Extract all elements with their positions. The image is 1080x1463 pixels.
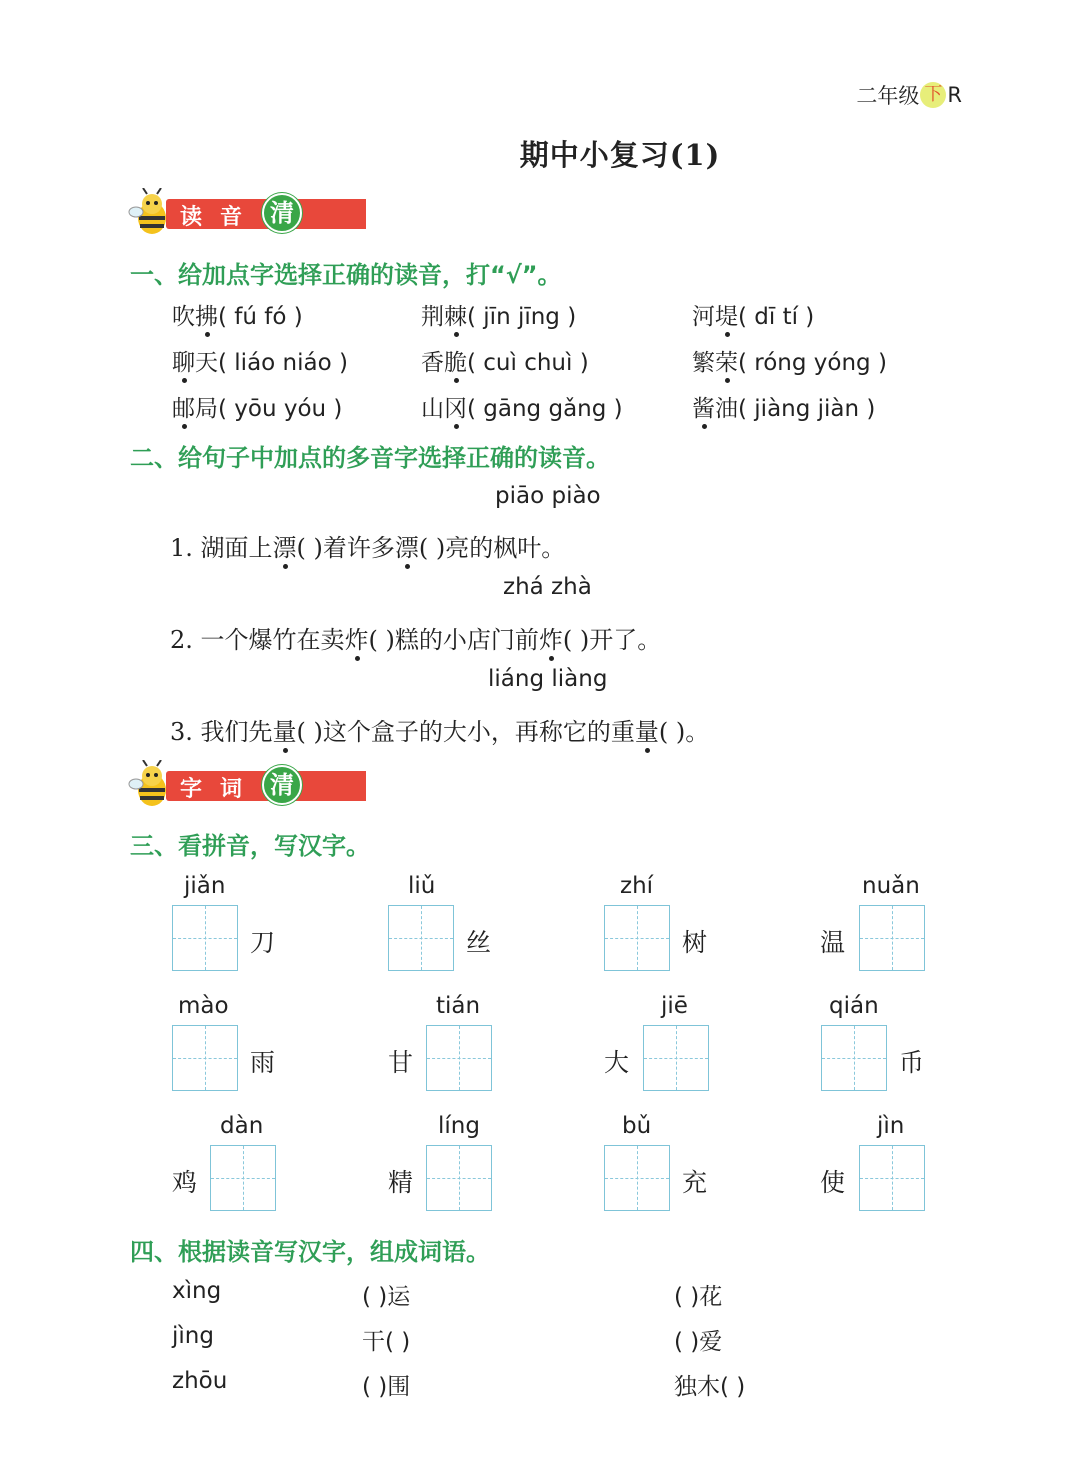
pinyin-options[interactable]: ( liáo niáo ) (218, 350, 348, 376)
page-title: 期中小复习(1) (519, 138, 721, 172)
word-character: 甘 (388, 1048, 414, 1077)
reading-item: 吹拂( fú fó ) (172, 298, 303, 331)
tianzige-box[interactable] (388, 905, 454, 971)
pinyin-label: bǔ (622, 1113, 652, 1139)
reading-item: 聊天( liáo niáo ) (172, 344, 348, 377)
q2-pinyin-options: zhá zhà (503, 574, 592, 600)
word-blank[interactable]: ( )围 (362, 1374, 411, 1400)
pinyin-options[interactable]: ( cuì chuì ) (467, 350, 589, 376)
q1-sentence: 1. 湖面上漂( )着许多漂( )亮的枫叶。 (170, 528, 565, 563)
grade-text: 二年级 (856, 84, 920, 108)
word-character: 丝 (466, 928, 492, 957)
word-character: 刀 (250, 928, 276, 957)
pinyin-label: mào (178, 993, 229, 1019)
word-character: 使 (820, 1168, 846, 1197)
word-character: 充 (682, 1168, 708, 1197)
tianzige-box[interactable] (604, 905, 670, 971)
tianzige-box[interactable] (859, 1145, 925, 1211)
word-blank[interactable]: 独木( ) (674, 1374, 746, 1400)
tianzige-box[interactable] (821, 1025, 887, 1091)
tianzige-box[interactable] (426, 1145, 492, 1211)
tianzige-box[interactable] (172, 1025, 238, 1091)
reading-item: 山冈( gāng gǎng ) (421, 390, 623, 423)
pinyin-label: zhí (620, 873, 654, 899)
tianzige-box[interactable] (859, 905, 925, 971)
word-character: 精 (388, 1168, 414, 1197)
section-4-heading: 四、根据读音写汉字，组成词语。 (130, 1238, 490, 1266)
section-banner-words (128, 760, 303, 810)
pinyin-label: nuǎn (862, 873, 920, 899)
reading-item: 邮局( yōu yóu ) (172, 390, 342, 423)
q3-pinyin-options: liáng liàng (488, 666, 608, 692)
tianzige-box[interactable] (604, 1145, 670, 1211)
word-blank[interactable]: ( )爱 (674, 1329, 723, 1355)
word-character: 雨 (250, 1048, 276, 1077)
section-banner-reading (128, 188, 303, 238)
section-3-heading: 三、看拼音，写汉字。 (130, 832, 370, 860)
pinyin-label: dàn (220, 1113, 264, 1139)
reading-item: 繁荣( róng yóng ) (692, 344, 887, 377)
pinyin-label: liǔ (408, 873, 436, 899)
pinyin-options[interactable]: ( róng yóng ) (738, 350, 887, 376)
reading-item: 酱油( jiàng jiàn ) (692, 390, 875, 423)
pinyin-label: jiǎn (184, 873, 226, 899)
reading-item: 荆棘( jīn jīng ) (421, 298, 576, 331)
word-character: 大 (604, 1048, 630, 1077)
pinyin-label: jiē (661, 993, 688, 1019)
word-character: 鸡 (172, 1168, 198, 1197)
pinyin-label: qián (829, 993, 879, 1019)
word-character: 树 (682, 928, 708, 957)
pinyin-label: tián (436, 993, 481, 1019)
word-blank[interactable]: ( )花 (674, 1284, 723, 1310)
q2-sentence: 2. 一个爆竹在卖炸( )糕的小店门前炸( )开了。 (170, 620, 661, 655)
pinyin-label: líng (438, 1113, 480, 1139)
reading-item: 香脆( cuì chuì ) (421, 344, 589, 377)
grade-edition: R (947, 83, 962, 107)
pinyin-options[interactable]: ( gāng gǎng ) (467, 396, 623, 422)
pinyin-label: jìn (877, 1113, 905, 1139)
pinyin-options[interactable]: ( jiàng jiàn ) (738, 396, 876, 422)
pinyin-label: xìng (172, 1278, 222, 1304)
banner-badge: 清 (262, 193, 302, 233)
tianzige-box[interactable] (210, 1145, 276, 1211)
grade-volume-badge: 下 (920, 82, 946, 108)
section-2-heading: 二、给句子中加点的多音字选择正确的读音。 (130, 444, 610, 472)
pinyin-options[interactable]: ( jīn jīng ) (467, 304, 577, 330)
section-1-heading: 一、给加点字选择正确的读音，打“√”。 (130, 261, 562, 289)
word-character: 币 (899, 1048, 925, 1077)
q1-pinyin-options: piāo piào (495, 483, 601, 509)
pinyin-options[interactable]: ( fú fó ) (218, 304, 303, 330)
word-character: 温 (820, 928, 846, 957)
reading-item: 河堤( dī tí ) (692, 298, 814, 331)
banner-badge: 清 (262, 765, 302, 805)
pinyin-options[interactable]: ( dī tí ) (738, 304, 815, 330)
tianzige-box[interactable] (426, 1025, 492, 1091)
word-blank[interactable]: 干( ) (362, 1329, 411, 1355)
banner-text: 读音 (180, 205, 261, 230)
q3-sentence: 3. 我们先量( )这个盒子的大小，再称它的重量( )。 (170, 712, 709, 747)
banner-text: 字词 (180, 777, 261, 802)
tianzige-box[interactable] (643, 1025, 709, 1091)
grade-label (856, 80, 962, 110)
pinyin-options[interactable]: ( yōu yóu ) (218, 396, 343, 422)
tianzige-box[interactable] (172, 905, 238, 971)
pinyin-label: zhōu (172, 1368, 228, 1394)
word-blank[interactable]: ( )运 (362, 1284, 411, 1310)
pinyin-label: jìng (172, 1323, 214, 1349)
